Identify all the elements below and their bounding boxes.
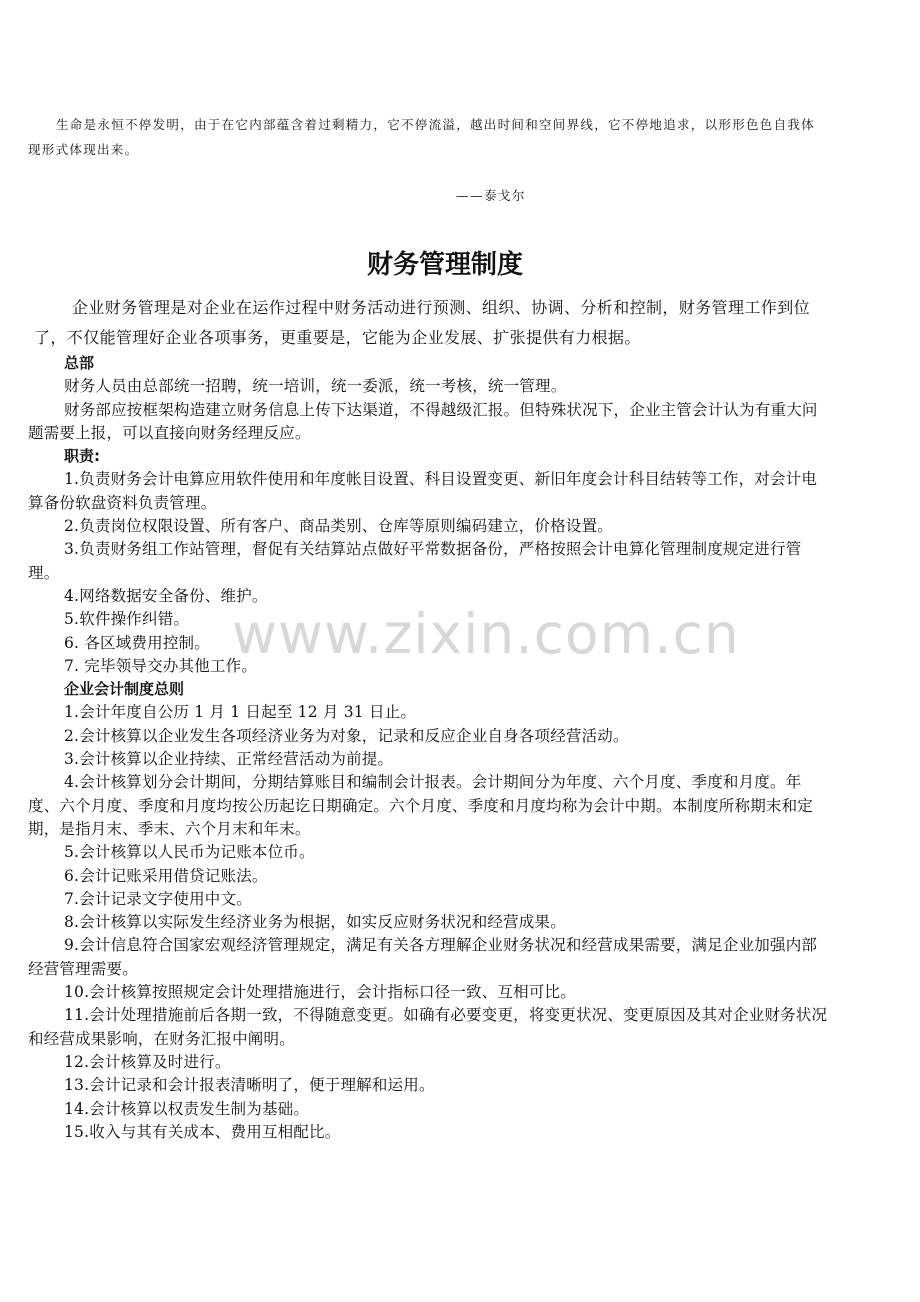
watermark: www.zixin.com.cn	[232, 602, 740, 666]
list-item: 7. 完毕领导交办其他工作。	[64, 656, 258, 675]
epigraph-quote: 生命是永恒不停发明，由于在它内部蕴含着过剩精力，它不停流溢，越出时间和空间界线，它不停地追求，以形形色色自我体现形式体现出来。	[28, 117, 816, 157]
epigraph-author: ——泰戈尔	[456, 188, 527, 203]
section-heading-hq: 总部	[64, 354, 95, 372]
list-item: 7.会计记录文字使用中文。	[64, 889, 252, 908]
list-item: 2.会计核算以企业发生各项经济业务为对象，记录和反应企业自身各项经营活动。	[64, 726, 629, 745]
list-item: 8.会计核算以实际发生经济业务为根据，如实反应财务状况和经营成果。	[64, 913, 566, 932]
paragraph: 财务部应按框架构造建立财务信息上传下达渠道，不得越级汇报。但特殊状况下，企业主管会计认为有重大问题需要上报，可以直接向财务经理反应。	[28, 400, 818, 442]
list-item: 10.会计核算按照规定会计处理措施进行，会计指标口径一致、互相可比。	[64, 983, 576, 1002]
list-item: 3.负责财务组工作站管理，督促有关结算站点做好平常数据备份，严格按照会计电算化管理制度规定进行管理。	[28, 540, 802, 582]
section-heading-general: 企业会计制度总则	[64, 680, 185, 699]
intro-paragraph: 企业财务管理是对企业在运作过程中财务活动进行预测、组织、协调、分析和控制，财务管理工作到位了，不仅能管理好企业各项事务，更重要是，它能为企业发展、扩张提供有力根据。	[34, 298, 811, 347]
list-item: 15.收入与其有关成本、费用互相配比。	[64, 1122, 341, 1141]
list-item: 11.会计处理措施前后各期一致，不得随意变更。如确有必要变更，将变更状况、变更原因及其对企业财务状况和经营成果影响，在财务汇报中阐明。	[28, 1006, 828, 1048]
list-item: 4.会计核算划分会计期间，分期结算账目和编制会计报表。会计期间分为年度、六个月度、季度和月度。年度、六个月度、季度和月度均按公历起讫日期确定。六个月度、季度和月度均称为会计中期。本制度所称期末和定期，是指月末、季末、六个月末和年末。	[28, 773, 814, 838]
paragraph: 财务人员由总部统一招聘，统一培训，统一委派，统一考核，统一管理。	[64, 377, 567, 396]
list-item: 3.会计核算以企业持续、正常经营活动为前提。	[64, 750, 394, 769]
document-body	[28, 352, 828, 1144]
list-item: 6.会计记账采用借贷记账法。	[64, 866, 268, 885]
list-item: 5.软件操作纠错。	[64, 610, 190, 629]
list-item: 5.会计核算以人民币为记账本位币。	[64, 843, 315, 862]
list-item: 2.负责岗位权限设置、所有客户、商品类别、仓库等原则编码建立，价格设置。	[64, 517, 613, 536]
list-item: 1.负责财务会计电算应用软件使用和年度帐目设置、科目设置变更、新旧年度会计科目结转等工作，对会计电算备份软盘资料负责管理。	[28, 470, 818, 512]
list-item: 14.会计核算以权责发生制为基础。	[64, 1099, 310, 1118]
list-item: 6. 各区域费用控制。	[64, 633, 210, 652]
list-item: 9.会计信息符合国家宏观经济管理规定，满足有关各方理解企业财务状况和经营成果需要，满足企业加强内部经营管理需要。	[28, 936, 818, 978]
document-title: 财务管理制度	[366, 250, 523, 280]
list-item: 4.网络数据安全备份、维护。	[64, 586, 268, 605]
list-item: 12.会计核算及时进行。	[64, 1052, 231, 1071]
list-item: 1.会计年度自公历 1 月 1 日起至 12 月 31 日止。	[64, 703, 417, 722]
section-heading-duties: 职责:	[64, 447, 100, 466]
list-item: 13.会计记录和会计报表清晰明了，便于理解和运用。	[64, 1076, 435, 1095]
